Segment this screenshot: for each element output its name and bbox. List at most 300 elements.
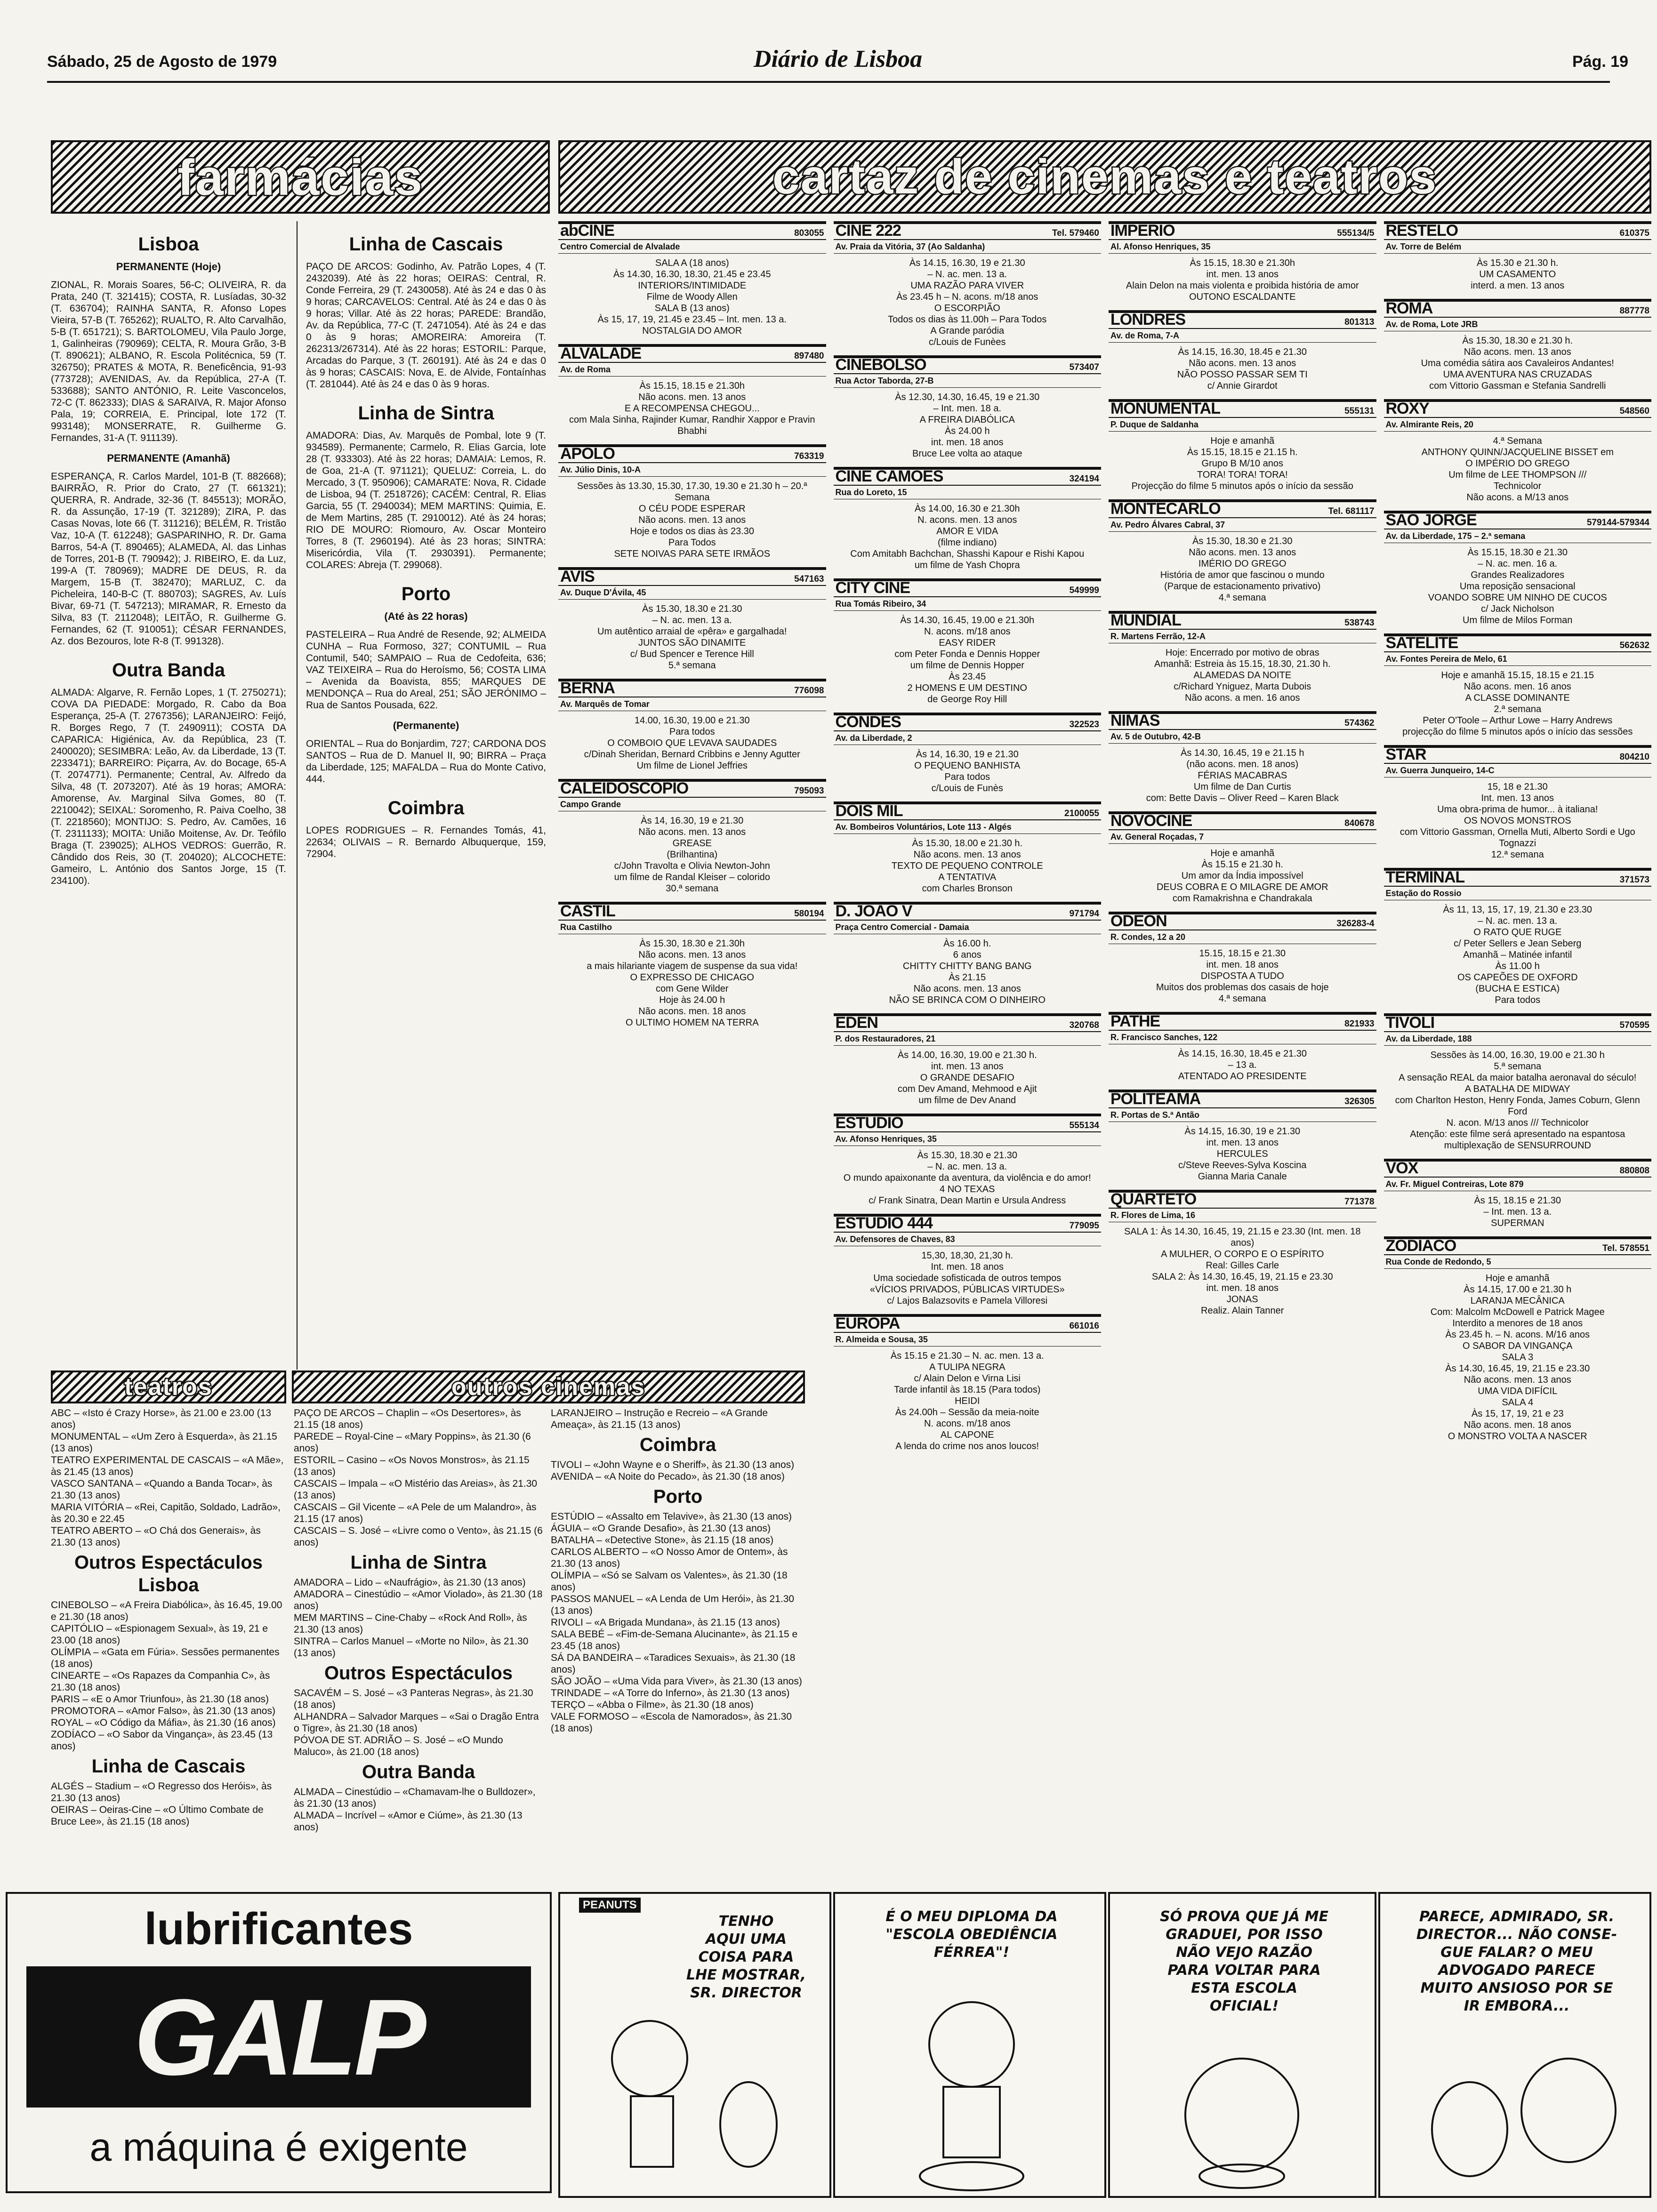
- cinema-column-4: [1384, 221, 1652, 1459]
- cinema-tel: 570595: [1619, 1020, 1649, 1030]
- cinema-tel: 322523: [1069, 720, 1099, 729]
- outros-cinemas-banner: [292, 1370, 805, 1403]
- cinema-name-row: [1384, 745, 1652, 764]
- teatros-cascais-title: Linha de Cascais: [91, 1756, 246, 1777]
- cinema-tel: 324194: [1069, 474, 1099, 484]
- cinema-address: Av. Júlio Dinis, 10-A: [558, 463, 826, 477]
- cinema-address: R. Francisco Sanches, 122: [1109, 1031, 1376, 1044]
- lisboa-title: Lisboa: [138, 234, 199, 255]
- cinema-listing: [834, 221, 1102, 351]
- column-rule: [297, 221, 298, 1370]
- cinema-tel: 371573: [1619, 875, 1649, 885]
- cinema-name: QUARTETO: [1110, 1190, 1197, 1208]
- cinema-name-row: [834, 1116, 1102, 1132]
- cinema-programme: Às 14.15, 16.30, 18.45 e 21.30 – 13 a. ATENTADO AO PRESIDENTE: [1178, 1049, 1307, 1082]
- cinema-listing: [1109, 1090, 1376, 1185]
- cinema-programme: Hoje: Encerrado por motivo de obras Amanhã: Estreia às 15.15, 18.30, 21.30 h. ALAMEDAS DA NOITE c/Richard Yniguez, Marta Dubois Não acons. a men. 16 anos: [1154, 648, 1331, 703]
- cinema-address: Av. de Roma, Lote JRB: [1384, 318, 1652, 331]
- cinema-name-row: [558, 570, 826, 586]
- cinema-address: Av. de Roma, 7-A: [1109, 329, 1376, 343]
- page-date: Sábado, 25 de Agosto de 1979: [47, 53, 277, 71]
- cinema-programme: Às 15.30 e 21.30 h. UM CASAMENTO interd. a men. 13 anos: [1471, 258, 1565, 291]
- cinema-tel: 661016: [1069, 1321, 1099, 1331]
- comic-bubble-2: É O MEU DIPLOMA DA "ESCOLA OBEDIÊNCIA FÉRREA"!: [885, 1908, 1058, 1961]
- cinema-listing: [834, 1013, 1102, 1109]
- cinema-name: NOVOCINE: [1110, 812, 1192, 830]
- comic-figures-2: [854, 1988, 1089, 2190]
- cinema-programme: Às 15.15, 18.30 e 21.30h int. men. 13 anos Alain Delon na mais violenta e proibida história de amor OUTONO ESCALDANTE: [1126, 258, 1359, 302]
- cinema-name-row: [834, 1016, 1102, 1032]
- cinema-tel: 840678: [1344, 818, 1375, 828]
- outra-banda-title: Outra Banda: [112, 660, 225, 681]
- cinema-name: D. JOÃO V: [835, 902, 912, 920]
- cinema-name-row: [1384, 1239, 1652, 1255]
- cinema-listing: [1384, 299, 1652, 394]
- cinema-address: Rua do Loreto, 15: [834, 486, 1102, 499]
- cinema-programme: 15, 18 e 21.30 Int. men. 13 anos Uma obra-prima de humor... à italiana! OS NOVOS MONSTROS com Vittorio Gassman, Ornella Muti, Alberto Sordi e Ugo Tognazzi 12.ª semana: [1400, 782, 1635, 860]
- cinema-tel: 320768: [1069, 1020, 1099, 1030]
- cinema-tel: 549999: [1069, 585, 1099, 595]
- cinema-programme: 15,30, 18,30, 21,30 h. Int. men. 18 anos Uma sociedade sofisticada de outros tempos «VÍCIOS PRIVADOS, PÚBLICAS VIRTUDES» c/ Lajos Balazsovits e Pamela Villoresi: [869, 1250, 1065, 1306]
- cinema-address: Av. da Liberdade, 175 – 2.ª semana: [1384, 529, 1652, 543]
- porto-perm-sub: (Permanente): [393, 720, 459, 731]
- cinema-tel: 776098: [794, 686, 824, 696]
- cinema-programme: Às 14.30, 16.45, 19 e 21.15 h (não acons. men. 18 anos) FÉRIAS MACABRAS Um filme de Dan Curtis com: Bette Davis – Oliver Reed – Karen Black: [1146, 748, 1339, 803]
- cinema-name-row: [1109, 714, 1376, 730]
- cinema-name: CINE CAMÕES: [835, 467, 943, 485]
- cinema-programme: 14.00, 16.30, 19.00 e 21.30 Para todos O COMBOIO QUE LEVAVA SAUDADES c/Dinah Sheridan, Bernard Cribbins e Jenny Agutter Um filme de Lionel Jeffries: [584, 715, 800, 771]
- cinema-address: Av. Duque D'Ávila, 45: [558, 586, 826, 600]
- cinema-name-row: [834, 804, 1102, 820]
- cinema-programme: Às 15.30, 18.30 e 21.30 – N. ac. men. 13 a. O mundo apaixonante da aventura, da violência e do amor! 4 NO TEXAS c/ Frank Sinatra, Dean Martin e Ursula Andress: [843, 1150, 1091, 1206]
- cinema-listing: [558, 221, 826, 339]
- cinema-address: Av. da Liberdade, 2: [834, 731, 1102, 745]
- cinema-tel: 804210: [1619, 752, 1649, 762]
- cinema-programme: 15.15, 18.15 e 21.30 int. men. 18 anos DISPOSTA A TUDO Muitos dos problemas dos casais de hoje 4.ª semana: [1156, 948, 1329, 1004]
- cinema-name: VOX: [1385, 1159, 1418, 1177]
- cinema-tel: 887778: [1619, 306, 1649, 316]
- cinema-name: DOIS MIL: [835, 802, 903, 820]
- cinema-programme: Às 12.30, 14.30, 16.45, 19 e 21.30 – Int. men. 18 a. A FREIRA DIABÓLICA Às 24.00 h int. men. 18 anos Bruce Lee volta ao ataque: [895, 392, 1040, 459]
- cinema-name: AVIS: [560, 568, 595, 585]
- cinema-listing: [1109, 811, 1376, 907]
- coimbra-title: Coimbra: [387, 798, 465, 818]
- cinema-listing: [1109, 1190, 1376, 1319]
- cinema-listing: [558, 444, 826, 562]
- cinema-name: MUNDIAL: [1110, 611, 1181, 629]
- cinema-programme: Às 14.15, 16.30, 19 e 21.30 – N. ac. men. 13 a. UMA RAZÃO PARA VIVER Às 23.45 h – N. acons. m/18 anos O ESCORPIÃO Todos os dias às 11.00h – Para Todos A Grande paródia c/Louis de Funèes: [888, 258, 1047, 347]
- cinema-name-row: [1384, 224, 1652, 240]
- cinema-programme: Às 15.30, 18.30 e 21.30h Não acons. men. 13 anos a mais hilariante viagem de suspense da sua vida! O EXPRESSO DE CHICAGO com Gene Wilder Hoje às 24.00 h Não acons. men. 18 anos O ULTIMO HOMEM NA TERRA: [587, 938, 798, 1028]
- cinema-name: TERMINAL: [1385, 868, 1465, 886]
- cinema-address: Rua Tomás Ribeiro, 34: [834, 597, 1102, 611]
- cinema-name-row: [558, 681, 826, 697]
- outros-ob-title: Outra Banda: [362, 1762, 475, 1782]
- cinema-tel: 971794: [1069, 909, 1099, 919]
- cinema-name-row: [1384, 868, 1652, 887]
- cinema-listing: [834, 355, 1102, 462]
- outros-esp-list: SACAVÉM – S. José – «3 Panteras Negras», às 21.30 (18 anos) ALHANDRA – Salvador Marques – «Sai o Dragão Entra o Tigre», às 21.30 (18 anos) PÓVOA DE ST. ADRIÃO – S. José – «O Mundo Maluco», às 21.00 (18 anos): [294, 1688, 539, 1757]
- cinema-listing: [834, 801, 1102, 897]
- cinema-programme: Às 14.00, 16.30, 19.00 e 21.30 h. int. men. 13 anos O GRANDE DESAFIO com Dev Amand, Mehmood e Ajit um filme de Dev Anand: [897, 1050, 1037, 1106]
- cinema-name-row: [1109, 914, 1376, 930]
- cinema-tel: 2100055: [1064, 809, 1099, 818]
- cinema-tel: 610375: [1619, 228, 1649, 238]
- cinema-name-row: [558, 447, 826, 463]
- outros-esp-title: Outros Espectáculos: [324, 1663, 513, 1683]
- header-rule: [47, 81, 1610, 83]
- cinema-name-row: [1109, 402, 1376, 418]
- cinema-listing: [1384, 868, 1652, 1009]
- cinema-name: ROXY: [1385, 400, 1429, 417]
- cinema-listing: [1384, 745, 1652, 863]
- cinema-tel: 573407: [1069, 362, 1099, 372]
- cinema-address: Al. Afonso Henriques, 35: [1109, 240, 1376, 254]
- cinema-name-row: [834, 467, 1102, 486]
- teatros-column: [51, 1407, 286, 1878]
- cinema-listing: [1384, 1236, 1652, 1445]
- cinema-tel: 897480: [794, 351, 824, 361]
- porto-perm-list: ORIENTAL – Rua do Bonjardim, 727; CARDONA DOS SANTOS – Rua de D. Manuel II, 90; BIRRA – Praça da Liberdade, 125; MAFALDA – Rua do Monte Cativo, 444.: [306, 738, 546, 785]
- cinema-name: abCINE: [560, 222, 614, 240]
- comic-figures-1: [579, 2002, 814, 2190]
- cinema-listing: [834, 1114, 1102, 1209]
- farmacias-col-2: [306, 221, 546, 1370]
- cinema-tel: 538743: [1344, 618, 1375, 628]
- cinema-tel: 326283-4: [1336, 919, 1375, 929]
- cinema-listing: [1109, 711, 1376, 807]
- cinema-name: CALEIDOSCÓPIO: [560, 779, 689, 797]
- cinema-listing: [834, 902, 1102, 1009]
- cinema-listing: [834, 578, 1102, 708]
- outros-porto-list: ESTÚDIO – «Assalto em Telavive», às 21.30 (13 anos) ÁGUIA – «O Grande Desafio», às 21.30 (13 anos) BATALHA – «Detective Stone», às 21.15 (18 anos) CARLOS ALBERTO – «O Nosso Amor de Ontem», às 21.30 (13 anos) OLÍMPIA – «Só se Salvam os Valentes», às 21.30 (18 anos) PASSOS MANUEL – «A Lenda de Um Herói», às 21.30 (13 anos) RIVOLI – «A Brigada Mundana», às 21.15 (13 anos) SALA BEBÉ – «Fim-de-Semana Alucinante», às 21.15 e 23.45 (18 anos) SÁ DA BANDEIRA – «Taradices Sexuais», às 21.30 (18 anos) SÃO JOÃO – «Uma Vida para Viver», às 21.30 (13 anos) TRINDADE – «A Torre do Inferno», às 21.30 (13 anos) TERÇO – «Abba o Filme», às 21.30 (18 anos) VALE FORMOSO – «Escola de Namorados», às 21.30 (18 anos): [551, 1511, 802, 1734]
- cinema-programme: Às 14.00, 16.30 e 21.30h N. acons. men. 13 anos AMOR E VIDA (filme indiano) Com Amitabh Bachchan, Shasshi Kapour e Rishi Kapou um filme de Yash Chopra: [850, 504, 1085, 570]
- cinema-address: R. Flores de Lima, 16: [1109, 1209, 1376, 1222]
- cinema-tel: 555131: [1344, 406, 1375, 416]
- cinema-name-row: [1384, 402, 1652, 418]
- cinema-address: R. Portas de S.ª Antão: [1109, 1108, 1376, 1122]
- cinema-listing: [1384, 633, 1652, 740]
- cinema-programme: Às 15.30, 18.30 e 21.30 Não acons. men. 13 anos IMÉRIO DO GREGO História de amor que fascinou o mundo (Parque de estacionamento privativo) 4.ª semana: [1160, 536, 1325, 603]
- cinema-name-row: [834, 358, 1102, 374]
- cinema-listing: [558, 779, 826, 897]
- outros-ob-list: ALMADA – Cinestúdio – «Chamavam-lhe o Bulldozer», às 21.30 (13 anos) ALMADA – Incrível – «Amor e Ciúme», às 21.30 (13 anos): [294, 1787, 536, 1833]
- cinema-address: R. Almeida e Sousa, 35: [834, 1333, 1102, 1346]
- cinema-name: EUROPA: [835, 1314, 900, 1332]
- cinema-name: ESTÚDIO 444: [835, 1214, 933, 1232]
- cinema-address: Av. General Roçadas, 7: [1109, 830, 1376, 844]
- cinema-programme: Às 14, 16.30, 19 e 21.30 O PEQUENO BANHISTA Para todos c/Louis de Funès: [914, 749, 1021, 793]
- cinema-name: POLITEAMA: [1110, 1090, 1201, 1108]
- cinema-name: TIVOLI: [1385, 1014, 1435, 1032]
- cinema-name: EDEN: [835, 1014, 878, 1032]
- ad-headline: lubrificantes: [144, 1904, 413, 1954]
- comic-panel-4: [1378, 1892, 1651, 2198]
- cinema-programme: Às 14, 16.30, 19 e 21.30 Não acons. men. 13 anos GREASE (Brilhantina) c/John Travolta e Olivia Newton-John um filme de Randal Kleiser – colorido 30.ª semana: [614, 816, 770, 894]
- comic-panel-1: [558, 1892, 831, 2198]
- cinema-column-2: [834, 221, 1102, 1459]
- cinema-address: Av. da Liberdade, 188: [1384, 1032, 1652, 1046]
- outros-porto-title: Porto: [653, 1486, 703, 1507]
- cinema-listing: [834, 713, 1102, 797]
- cinema-name: IMPÉRIO: [1110, 222, 1175, 240]
- cartaz-banner: [558, 140, 1651, 214]
- comic-panel-3: [1108, 1892, 1376, 2198]
- cinema-listing: [1109, 310, 1376, 394]
- cinema-name: CASTIL: [560, 902, 615, 920]
- cinema-listing: [1109, 1012, 1376, 1085]
- cinema-address: R. Martens Ferrão, 12-A: [1109, 630, 1376, 643]
- cinema-tel: 326305: [1344, 1097, 1375, 1106]
- cinema-tel: 795093: [794, 786, 824, 796]
- cinema-name: SÃO JORGE: [1385, 511, 1477, 529]
- cinema-tel: 771378: [1344, 1197, 1375, 1207]
- cinema-address: Av. Pedro Álvares Cabral, 37: [1109, 518, 1376, 532]
- cinema-name-row: [1109, 224, 1376, 240]
- cinema-name: ESTÚDIO: [835, 1114, 903, 1132]
- cinema-tel: Tel. 578551: [1602, 1243, 1649, 1253]
- cinema-tel: 803055: [794, 228, 824, 238]
- cinema-programme: 4.ª Semana ANTHONY QUINN/JACQUELINE BISSET em O IMPÉRIO DO GREGO Um filme de LEE THOMPSON /// Technicolor Não acons. a M/13 anos: [1421, 436, 1614, 503]
- cinema-listing: [558, 902, 826, 1031]
- cinema-tel: 548560: [1619, 406, 1649, 416]
- cinema-tel: 821933: [1344, 1019, 1375, 1029]
- cinema-name-row: [1109, 313, 1376, 329]
- cinema-address: R. Condes, 12 a 20: [1109, 930, 1376, 944]
- farmacias-banner-title: farmácias: [177, 148, 424, 206]
- coimbra-list: LOPES RODRIGUES – R. Fernandes Tomás, 41, 22634; OLIVAIS – R. Bernardo Albuquerque, 159, 72904.: [306, 825, 546, 859]
- lisboa-amanha-list: ESPERANÇA, R. Carlos Mardel, 101-B (T. 882668); BAIRRÃO, R. Prior do Crato, 27 (T. 661321); QUERRA, R. Andrade, 32-36 (T. 845513); MORÃO, R. da Assunção, 17-19 (T. 321289); ZIRA, P. das Casas Novas, lote 66 (T. 311216); BELÉM, R. Tristão Vaz, 10-A (T. 612248); GASPARINHO, R. Dr. Gama Barros, 54-A (T. 890465); ALAMEDA, Al. das Linhas de Torres, 201-B (T. 790942); J. RIBEIRO, E. da Luz, 199-A (T. 780969); MADRE DE DEUS, R. da Margem, 15-B (T. 382470); MARLUZ, C. da Picheleira, 140-B-C (T. 880703); SAGRES, Av. Luís Bivar, 69-71 (T. 547213); MIRAMAR, R. Ernesto da Silva, 83 (T. 2112048); LEITÃO, R. Guilherme G. Fernandes, 62 (T. 910051); CÉSAR FERNANDES, Az. dos Bezouros, lote R-8 (T. 991328).: [51, 471, 286, 647]
- outros-sintra-list: AMADORA – Lido – «Naufrágio», às 21.30 (13 anos) AMADORA – Cinestúdio – «Amor Violado», às 21.30 (18 anos) MEM MARTINS – Cine-Chaby – «Rock And Roll», às 21.30 (13 anos) SINTRA – Carlos Manuel – «Morte no Nilo», às 21.30 (13 anos): [294, 1577, 543, 1659]
- cinema-name-row: [1384, 299, 1652, 318]
- cinema-name-row: [834, 902, 1102, 921]
- cinema-listing: [1109, 611, 1376, 706]
- cinema-tel: 547163: [794, 574, 824, 584]
- comic-bubble-4: PARECE, ADMIRADO, SR. DIRECTOR... NÃO CONSE- GUE FALAR? O MEU ADVOGADO PARECE MUITO ANSIOSO POR SE IR EMBORA...: [1416, 1908, 1617, 2014]
- cinema-listing: [558, 567, 826, 674]
- cinema-programme: Às 15.30, 18.00 e 21.30 h. Não acons. men. 13 anos TEXTO DE PEQUENO CONTROLE A TENTATIVA com Charles Bronson: [891, 838, 1043, 894]
- cinema-name: CINEBOLSO: [835, 356, 926, 374]
- cinema-programme: Às 15.30, 18.30 e 21.30 h. Não acons. men. 13 anos Uma comédia sátira aos Cavaleiros Andantes! UMA AVENTURA NAS CRUZADAS com Vittorio Gassman e Stefania Sandrelli: [1421, 336, 1614, 391]
- cinema-address: Av. Torre de Belém: [1384, 240, 1652, 254]
- cinema-listing: [834, 1214, 1102, 1309]
- cinema-tel: 574362: [1344, 718, 1375, 728]
- cinema-name-row: [1109, 502, 1376, 518]
- cinema-tel: 880808: [1619, 1166, 1649, 1176]
- comic-bubble-3: SÓ PROVA QUE JÁ ME GRADUEI, POR ISSO NÃO VEJO RAZÃO PARA VOLTAR PARA ESTA ESCOLA OFICIAL!: [1160, 1908, 1328, 2014]
- cinema-programme: Sessões às 13.30, 15.30, 17.30, 19.30 e 21.30 h – 20.ª Semana O CÉU PODE ESPERAR Não acons. men. 13 anos Hoje e todos os dias às 23.30 Para Todos SETE NOIVAS PARA SETE IRMÃOS: [577, 481, 807, 559]
- cinema-tel: 580194: [794, 909, 824, 919]
- cinema-name: NIMAS: [1110, 712, 1160, 729]
- cinema-name: CONDES: [835, 713, 901, 731]
- cinema-name-row: [834, 715, 1102, 731]
- cinema-programme: Às 14.15, 16.30, 18.45 e 21.30 Não acons. men. 13 anos NÃO POSSO PASSAR SEM TI c/ Annie Girardot: [1177, 347, 1308, 391]
- galp-advertisement: [6, 1892, 552, 2193]
- cinema-name: ROMA: [1385, 299, 1433, 317]
- cinema-address: Av. Fontes Pereira de Melo, 61: [1384, 652, 1652, 666]
- farmacias-col-1: [51, 221, 286, 1370]
- outros-cinemas-col-1: [294, 1407, 543, 1878]
- cinema-name-row: [1384, 1159, 1652, 1178]
- cinema-name-row: [1384, 636, 1652, 652]
- cinema-programme: Hoje e amanhã Às 15.15, 18.15 e 21.15 h. Grupo B M/10 anos TORA! TORA! TORA! Projecção do filme 5 minutos após o início da sessão: [1131, 436, 1353, 491]
- comic-bubble-1: TENHO AQUI UMA COISA PARA LHE MOSTRAR, SR. DIRECTOR: [686, 1913, 806, 2001]
- cinema-name: STAR: [1385, 745, 1426, 763]
- teatros-banner: [51, 1370, 286, 1403]
- cinema-tel: 801313: [1344, 317, 1375, 327]
- outros-sintra-title: Linha de Sintra: [350, 1552, 487, 1573]
- cinema-listing: [834, 1314, 1102, 1455]
- cinema-name-row: [558, 779, 826, 798]
- cinema-address: Rua Conde de Redondo, 5: [1384, 1255, 1652, 1269]
- cinema-name: MONTECARLO: [1110, 500, 1221, 518]
- comic-figures-3: [1129, 2030, 1359, 2190]
- cinema-name-row: [1109, 611, 1376, 630]
- cinema-name: ALVALADE: [560, 345, 642, 362]
- cinema-address: Centro Comercial de Alvalade: [558, 240, 826, 254]
- teatros-banner-title: teatros: [124, 1373, 213, 1401]
- cinema-listing: [1109, 399, 1376, 495]
- cinema-tel: 562632: [1619, 641, 1649, 650]
- cinema-name: PATHÉ: [1110, 1012, 1160, 1030]
- cinema-name-row: [1109, 1092, 1376, 1108]
- cinema-tel: Tel. 681117: [1328, 506, 1375, 516]
- cinema-name-row: [1109, 1012, 1376, 1031]
- cinema-listing: [1384, 1013, 1652, 1154]
- cartaz-banner-title: cartaz de cinemas e teatros: [772, 149, 1438, 204]
- cinema-address: Praça Centro Comercial - Damaia: [834, 921, 1102, 934]
- cinema-tel: 763319: [794, 451, 824, 461]
- outra-banda-list: ALMADA: Algarve, R. Fernão Lopes, 1 (T. 2750271); COVA DA PIEDADE: Morgado, R. Cabo da Boa Esperança, 25-A (T. 2767356); LARANJEIRO: Feijó, R. Borges Rego, 7 (T. 2490911); COSTA DA CAPARICA: Higiénica, Av. da República, 23 (T. 2400020); SESIMBRA: Leão, Av. da Liberdade, 13 (T. 2233471); BARREIRO: Piçarra, Av. do Bocage, 65-A (T. 2074771). Permanente; Central, Av. Alfredo da Silva, 48 (T. 2073207). Até às 19 horas; AMORA: Amorense, Av. Marginal Silva Gomes, 80 (T. 2210042); SEIXAL: Soromenho, R. Paiva Coelho, 38 (T. 2218560); MONTIJO: S. Pedro, Av. Camões, 16 (T. 2311133); MOITA: União Moitense, Av. Dr. Teófilo Braga (T. 239025); ALHOS VEDROS: Guerrão, R. Cândido dos Reis, 30 (T. 204020); ALCOCHETE: Gameiro, L. António dos Santos Jorge, 15 (T. 234100).: [51, 687, 286, 886]
- teatros-lisboa: ABC – «Isto é Crazy Horse», às 21.00 e 23.00 (13 anos) MONUMENTAL – «Um Zero à Esquerda», às 21.15 (13 anos) TEATRO EXPERIMENTAL DE CASCAIS – «A Mãe», às 21.45 (13 anos) VASCO SANTANA – «Quando a Banda Tocar», às 21.30 (13 anos) MARIA VITÓRIA – «Rei, Capitão, Soldado, Ladrão», às 20.30 e 22.45 TEATRO ABERTO – «O Chá dos Generais», às 21.30 (13 anos): [51, 1408, 284, 1548]
- cinema-listing: [1384, 511, 1652, 629]
- cinema-tel: 555134: [1069, 1121, 1099, 1130]
- cinema-programme: Às 14.15, 16.30, 19 e 21.30 int. men. 13 anos HERCULES c/Steve Reeves-Sylva Koscina Gianna Maria Canale: [1178, 1126, 1307, 1182]
- outros-coimbra-title: Coimbra: [639, 1435, 716, 1455]
- cinema-programme: Sessões às 14.00, 16.30, 19.00 e 21.30 h 5.ª semana A sensação REAL da maior batalha aeronaval do século! A BATALHA DE MIDWAY com Charlton Heston, Henry Fonda, James Coburn, Glenn Ford N. acon. M/13 anos /// Technicolor Atenção: este filme será apresentado na espantosa multiplexação de SENSURROUND: [1395, 1050, 1640, 1151]
- cinema-listing: [1109, 912, 1376, 1007]
- cinema-name-row: [558, 347, 826, 363]
- cinema-name: CITY CINE: [835, 579, 910, 597]
- outros-laranjeiro: LARANJEIRO – Instrução e Recreio – «A Grande Ameaça», às 21.15 (13 anos): [551, 1408, 768, 1430]
- ad-brand: GALP: [134, 1976, 424, 2098]
- cinema-name-row: [1384, 1016, 1652, 1032]
- cinema-address: Av. Praia da Vitória, 37 (Ao Saldanha): [834, 240, 1102, 254]
- cinema-name-row: [1109, 814, 1376, 830]
- cinema-name: APOLO: [560, 445, 615, 463]
- cinema-name-row: [834, 1314, 1102, 1333]
- cinema-programme: Às 15.15, 18.30 e 21.30 – N. ac. men. 16 a. Grandes Realizadores Uma reposição sensacional VOANDO SOBRE UM NINHO DE CUCOS c/ Jack Nicholson Um filme de Milos Forman: [1428, 547, 1607, 625]
- porto-sub: (Até às 22 horas): [384, 610, 468, 622]
- permanente-hoje: PERMANENTE (Hoje): [116, 261, 221, 272]
- cinema-programme: Às 16.00 h. 6 anos CHITTY CHITTY BANG BANG Às 21.15 Não acons. men. 13 anos NÃO SE BRINCA COM O DINHEIRO: [889, 938, 1046, 1005]
- cinema-listing: [1384, 221, 1652, 294]
- cinema-name-row: [834, 224, 1102, 240]
- cinema-programme: Às 14.30, 16.45, 19.00 e 21.30h N. acons. m/18 anos EASY RIDER com Peter Fonda e Dennis Hopper um filme de Dennis Hopper Às 23.45 2 HOMENS E UM DESTINO de George Roy Hill: [894, 615, 1040, 705]
- comic-figures-4: [1399, 2030, 1634, 2190]
- cinema-name: LONDRES: [1110, 311, 1186, 329]
- cinema-name-row: [558, 902, 826, 921]
- cinema-tel: 779095: [1069, 1221, 1099, 1231]
- farmacias-banner: [51, 140, 550, 214]
- outros-coimbra-list: TIVOLI – «John Wayne e o Sheriff», às 21.30 (13 anos) AVENIDA – «A Noite do Pecado», às 21.30 (18 anos): [551, 1459, 795, 1482]
- cinema-address: Av. Guerra Junqueiro, 14-C: [1384, 764, 1652, 777]
- cinema-listing: [1109, 221, 1376, 305]
- sintra-list: AMADORA: Dias, Av. Marquês de Pombal, lote 9 (T. 934589). Permanente; Carmelo, R. Elias Garcia, lote 28 (T. 933303). Até às 22 horas; DAMAIA: Lemos, R. de Goa, 21-A (T. 971121); QUELUZ: Correia, L. do Mercado, 3 (T. 950906); CAMARATE: Nova, R. Cidade de Lisboa, 94 (T. 2518726); CACÉM: Central, R. Elias Garcia, 55 (T. 2940034); MEM MARTINS: Quimia, E. de Mem Martins, 285 (T. 2910012). Até às 24 horas; RIO DE MOURO: Riomouro, Av. Oscar Monteiro Torres, 8 (T. 2960194). Até às 23 horas; SINTRA: Misericórdia, Vila (T. 2930391). Permanente; COLARES: Abreja (T. 299068).: [306, 430, 546, 570]
- cinema-listing: [834, 467, 1102, 574]
- cinema-address: Av. Fr. Miguel Contreiras, Lote 879: [1384, 1178, 1652, 1191]
- cinema-name: CINE 222: [835, 222, 901, 240]
- cinema-address: P. dos Restauradores, 21: [834, 1032, 1102, 1046]
- outros-espectaculos-title: Outros Espectáculos: [74, 1552, 263, 1573]
- cinema-programme: Hoje e amanhã 15.15, 18.15 e 21.15 Não acons. men. 16 anos A CLASSE DOMINANTE 2.ª semana Peter O'Toole – Arthur Lowe – Harry Andrews projecção do filme 5 minutos após o início das sessões: [1402, 670, 1633, 737]
- cinema-address: P. Duque de Saldanha: [1109, 418, 1376, 432]
- outros-espectaculos-sub: Lisboa: [138, 1575, 199, 1595]
- cinema-programme: Hoje e amanhã Às 15.15 e 21.30 h. Um amor da Índia impossível DEUS COBRA E O MILAGRE DE AMOR com Ramakrishna e Chandrakala: [1156, 848, 1328, 904]
- outros-cinemas-cascais: PAÇO DE ARCOS – Chaplin – «Os Desertores», às 21.15 (18 anos) PAREDE – Royal-Cine – «Mary Poppins», às 21.30 (6 anos) ESTORIL – Casino – «Os Novos Monstros», às 21.15 (13 anos) CASCAIS – Impala – «O Mistério das Areias», às 21.30 (13 anos) CASCAIS – Gil Vicente – «A Pele de um Malandro», às 21.15 (17 anos) CASCAIS – S. José – «Livre como o Vento», às 21.15 (6 anos): [294, 1408, 543, 1548]
- porto-list: PASTELEIRA – Rua André de Resende, 92; ALMEIDA CUNHA – Rua Formoso, 327; CONTUMIL – Rua Contumil, 540; SAMPAIO – Rua de Cedofeita, 636; VAZ TEIXEIRA – Rua do Heroísmo, 56; COSTA LIMA – Avenida da Boavista, 855; MARQUES DE MENDONÇA – Rua do Areal, 251; SÃO JERÓNIMO – Rua de Santos Pousada, 622.: [306, 629, 546, 711]
- cascais-list: PAÇO DE ARCOS: Godinho, Av. Patrão Lopes, 4 (T. 2432039). Até às 22 horas; OEIRAS: Central, R. Conde Ferreira, 29 (T. 2430058). Até às 24 e das 0 às 9 horas; CARCAVELOS: Central. Até às 24 e das 0 às 9 horas; Villar. Até às 22 horas; PAREDE: Brandão, Av. da República, 77-C (T. 2471054). Até às 24 e das 0 às 9 horas; AMOREIRA: Amoreira (T. 262313/267314). Até às 22 horas; ESTORIL: Parque, Arcadas do Parque, 3 (T. 260191). Até às 24 e das 0 às 9 horas; CASCAIS: Nova, E. de Alvide, Fontaínhas (T. 281044). Até às 24 e das 0 às 9 horas.: [306, 261, 546, 390]
- comic-title: PEANUTS: [579, 1898, 641, 1913]
- ad-tagline: a máquina é exigente: [89, 2125, 468, 2169]
- cinema-name-row: [1109, 1190, 1376, 1209]
- sintra-title: Linha de Sintra: [358, 403, 494, 424]
- cinema-programme: SALA 1: Às 14.30, 16.45, 19, 21.15 e 23.30 (Int. men. 18 anos) A MULHER, O CORPO E O ESPÍRITO Real: Gilles Carle SALA 2: Às 14.30, 16.45, 19, 21.15 e 23.30 int. men. 18 anos JONAS Realiz. Alain Tanner: [1124, 1226, 1361, 1316]
- cinema-name: ZODÍACO: [1385, 1237, 1456, 1255]
- cinema-address: Rua Castilho: [558, 921, 826, 934]
- cinema-column-1: [558, 221, 826, 1459]
- outros-cinemas-banner-title: outros cinemas: [451, 1373, 646, 1401]
- outros-cinemas-col-2: [551, 1407, 805, 1878]
- cinema-address: Campo Grande: [558, 798, 826, 811]
- cinema-name: ODEON: [1110, 912, 1167, 930]
- cinema-programme: Hoje e amanhã Às 14.15, 17.00 e 21.30 h LARANJA MECÂNICA Com: Malcolm McDowell e Patrick Magee Interdito a menores de 18 anos Às 23.45 h. – N. acons. M/16 anos O SABOR DA VINGANÇA SALA 3 Às 14.30, 16.45, 19, 21.15 e 23.30 Não acons. men. 13 anos UMA VIDA DIFÍCIL SALA 4 Às 15, 17, 19, 21 e 23 Não acons. men. 18 anos O MONSTRO VOLTA A NASCER: [1430, 1273, 1605, 1442]
- cinema-name-row: [1384, 513, 1652, 529]
- cinema-address: Av. Almirante Reis, 20: [1384, 418, 1652, 432]
- cinema-address: Av. de Roma: [558, 363, 826, 377]
- cinema-address: Av. 5 de Outubro, 42-B: [1109, 730, 1376, 744]
- lisboa-hoje-list: ZIONAL, R. Morais Soares, 56-C; OLIVEIRA, R. da Prata, 240 (T. 321415); COSTA, R. Lusíadas, 30-32 (T. 636704); RAINHA SANTA, R. Afonso Lopes Vieira, 57-B (T. 765262); RUALTO, R. Alto Carvalhão, 5-B (T. 651721); S. BARTOLOMEU, Vila Paulo Jorge, 1, Galinheiras (790969); CELTA, R. Moura Grão, 3-B (T. 890621); ALBANO, R. Escola Politécnica, 59 (T. 326750); PRATES & MOTA, R. Beneficência, 91-93 (773728); AVENIDAS, Av. da República, 27-A (T. 533688); SANTO ANTÓNIO, R. Leite Vasconcelos, 72-C (T. 862333); DIAS & SARAIVA, R. Major Afonso Pala, 19; CORREIA, E. Principal, lote 172 (T. 993148); MONSERRATE, R. Guilherme G. Fernandes, 31-A (T. 911139).: [51, 280, 286, 443]
- cinema-address: Av. Defensores de Chaves, 83: [834, 1233, 1102, 1246]
- cinema-listing: [1384, 1159, 1652, 1232]
- cinema-programme: Às 15.15, 18.15 e 21.30h Não acons. men. 13 anos E A RECOMPENSA CHEGOU... com Mala Sinha, Rajinder Kumar, Randhir Xappor e Pravin Bhabhi: [569, 381, 815, 436]
- cinema-programme: Às 15.15 e 21.30 – N. ac. men. 13 a. A TULIPA NEGRA c/ Alain Delon e Virna Lisi Tarde infantil às 18.15 (Para todos) HEIDI Às 24.00h – Sessão da meia-noite N. acons. m/18 anos AL CAPONE A lenda do crime nos anos loucos!: [890, 1351, 1044, 1451]
- cinema-address: Av. Marquês de Tomar: [558, 697, 826, 711]
- comic-panel-2: [833, 1892, 1106, 2198]
- cinema-programme: Às 15.30, 18.30 e 21.30 – N. ac. men. 13 a. Um autêntico arraial de «pêra» e gargalhada! JUNTOS SÃO DINAMITE c/ Bud Spencer e Terence Hill 5.ª semana: [597, 604, 787, 671]
- page-number: Pág. 19: [1572, 53, 1629, 71]
- cascais-title: Linha de Cascais: [349, 234, 503, 255]
- cinema-programme: Às 15, 18.15 e 21.30 – Int. men. 13 a. SUPERMAN: [1474, 1195, 1561, 1228]
- cinema-name: SATÉLITE: [1385, 634, 1458, 652]
- cinema-programme: SALA A (18 anos) Às 14.30, 16.30, 18.30, 21.45 e 23.45 INTERIORS/INTIMIDADE Filme de Woody Allen SALA B (13 anos) Às 15, 17, 19, 21.45 e 23.45 – Int. men. 13 a. NOSTALGIA DO AMOR: [597, 258, 787, 336]
- cinema-listing: [558, 344, 826, 440]
- cinema-programme: Às 11, 13, 15, 17, 19, 21.30 e 23.30 – N. ac. men. 13 a. O RATO QUE RUGE c/ Peter Sellers e Jean Seberg Amanhã – Matinée infantil Às 11.00 h OS CAPEÕES DE OXFORD (BUCHA E ESTICA) Para todos: [1443, 905, 1593, 1005]
- cinema-listing: [1384, 399, 1652, 506]
- cinema-address: Av. Bombeiros Voluntários, Lote 113 - Algés: [834, 820, 1102, 834]
- cinema-name-row: [834, 581, 1102, 597]
- cinema-address: Av. Afonso Henriques, 35: [834, 1132, 1102, 1146]
- cinema-address: Estação do Rossio: [1384, 887, 1652, 900]
- galp-logo: [26, 1966, 531, 2108]
- cinema-tel: Tel. 579460: [1052, 228, 1099, 238]
- cinema-tel: 579144-579344: [1586, 518, 1649, 528]
- cinema-listing: [1109, 499, 1376, 606]
- masthead: Diário de Lisboa: [753, 46, 923, 72]
- cinema-name-row: [558, 224, 826, 240]
- cinema-column-3: [1109, 221, 1376, 1459]
- cinema-tel: 555134/5: [1337, 228, 1375, 238]
